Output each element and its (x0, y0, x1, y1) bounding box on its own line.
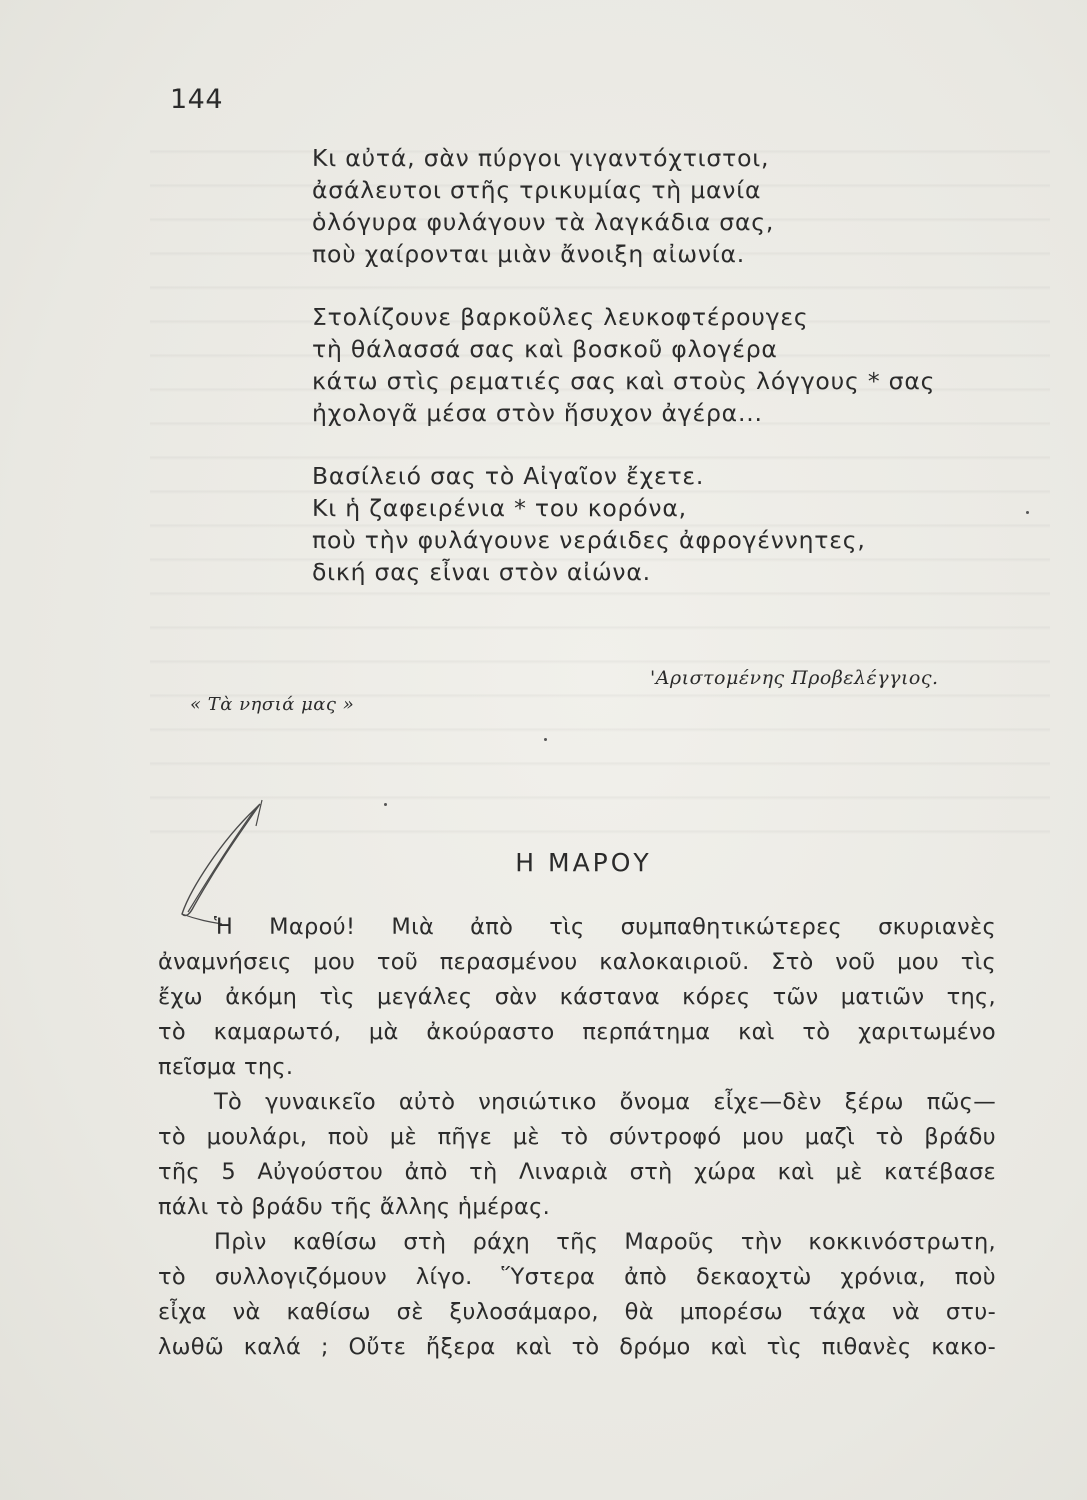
prose-line: τὸ μουλάρι, ποὺ μὲ πῆγε μὲ τὸ σύντροφό μου μαζὶ τὸ βράδυ (158, 1124, 996, 1150)
prose-line: τῆς 5 Αὐγούστου ἀπὸ τὴ Λιναριὰ στὴ χώρα καὶ μὲ κατέβασε (158, 1159, 996, 1185)
prose-body (158, 910, 996, 1365)
prose-line: ἀναμνήσεις μου τοῦ περασμένου καλοκαιριοῦ. Στὸ νοῦ μου τὶς (158, 949, 996, 975)
poem-author: 'Αριστομένης Προβελέγγιος. (650, 667, 939, 689)
poem-line: ἀσάλευτοι στῆς τρικυμίας τὴ μανία (312, 176, 762, 204)
poem-source: « Τὰ νησιά μας » (190, 694, 355, 715)
poem-line: ὁλόγυρα φυλάγουν τὰ λαγκάδια σας, (312, 208, 775, 236)
prose-line: Τὸ γυναικεῖο αὐτὸ νησιώτικο ὄνομα εἶχε—δὲν ξέρω πῶς— (214, 1089, 996, 1115)
page-number: 144 (170, 84, 224, 115)
prose-line: τὸ καμαρωτό, μὰ ἀκούραστο περπάτημα καὶ τὸ χαριτωμένο (158, 1019, 996, 1045)
poem-line: ποὺ τὴν φυλάγουνε νεράιδες ἀφρογέννητες, (312, 526, 866, 554)
poem-line: ἠχολογᾶ μέσα στὸν ἥσυχον ἀγέρα... (312, 399, 763, 427)
prose-line: ἔχω ἀκόμη τὶς μεγάλες σὰν κάστανα κόρες τῶν ματιῶν της, (158, 984, 996, 1010)
poem-line: Κι ἡ ζαφειρένια * του κορόνα, (312, 494, 687, 522)
poem-stanza (312, 142, 1032, 270)
poem-line: Κι αὐτά, σὰν πύργοι γιγαντόχτιστοι, (312, 144, 770, 172)
prose-line: λωθῶ καλά ; Οὔτε ἤξερα καὶ τὸ δρόμο καὶ τὶς πιθανὲς κακο- (158, 1334, 996, 1360)
poem-line: ποὺ χαίρονται μιὰν ἄνοιξη αἰωνία. (312, 240, 746, 268)
ink-speck (544, 738, 547, 741)
poem-line: Στολίζουνε βαρκοῦλες λευκοφτέρουγες (312, 303, 809, 331)
poem-stanza (312, 301, 1032, 429)
prose-line: πεῖσμα της. (158, 1054, 294, 1080)
section-title: Η ΜΑΡΟΥ (515, 848, 652, 877)
poem-stanza (312, 460, 1032, 588)
prose-line: Πρὶν καθίσω στὴ ράχη τῆς Μαροῦς τὴν κοκκινόστρωτη, (214, 1229, 996, 1255)
prose-line: τὸ συλλογιζόμουν λίγο. Ὕστερα ἀπὸ δεκαοχτὼ χρόνια, ποὺ (158, 1264, 996, 1290)
prose-line: Ἡ Μαρού! Μιὰ ἀπὸ τὶς συμπαθητικώτερες σκυριανὲς (214, 914, 996, 940)
poem-line: κάτω στὶς ρεματιές σας καὶ στοὺς λόγγους * σας (312, 367, 936, 395)
ink-speck (384, 803, 387, 806)
poem (312, 142, 1032, 619)
poem-line: τὴ θάλασσά σας καὶ βοσκοῦ φλογέρα (312, 335, 778, 363)
poem-line: Βασίλειό σας τὸ Αἰγαῖον ἔχετε. (312, 462, 705, 490)
prose-line: εἶχα νὰ καθίσω σὲ ξυλοσάμαρο, θὰ μπορέσω τάχα νὰ στυ- (158, 1299, 996, 1325)
ink-speck (1026, 511, 1029, 514)
prose-line: πάλι τὸ βράδυ τῆς ἄλλης ἡμέρας. (158, 1194, 551, 1220)
poem-line: δική σας εἶναι στὸν αἰώνα. (312, 558, 651, 586)
